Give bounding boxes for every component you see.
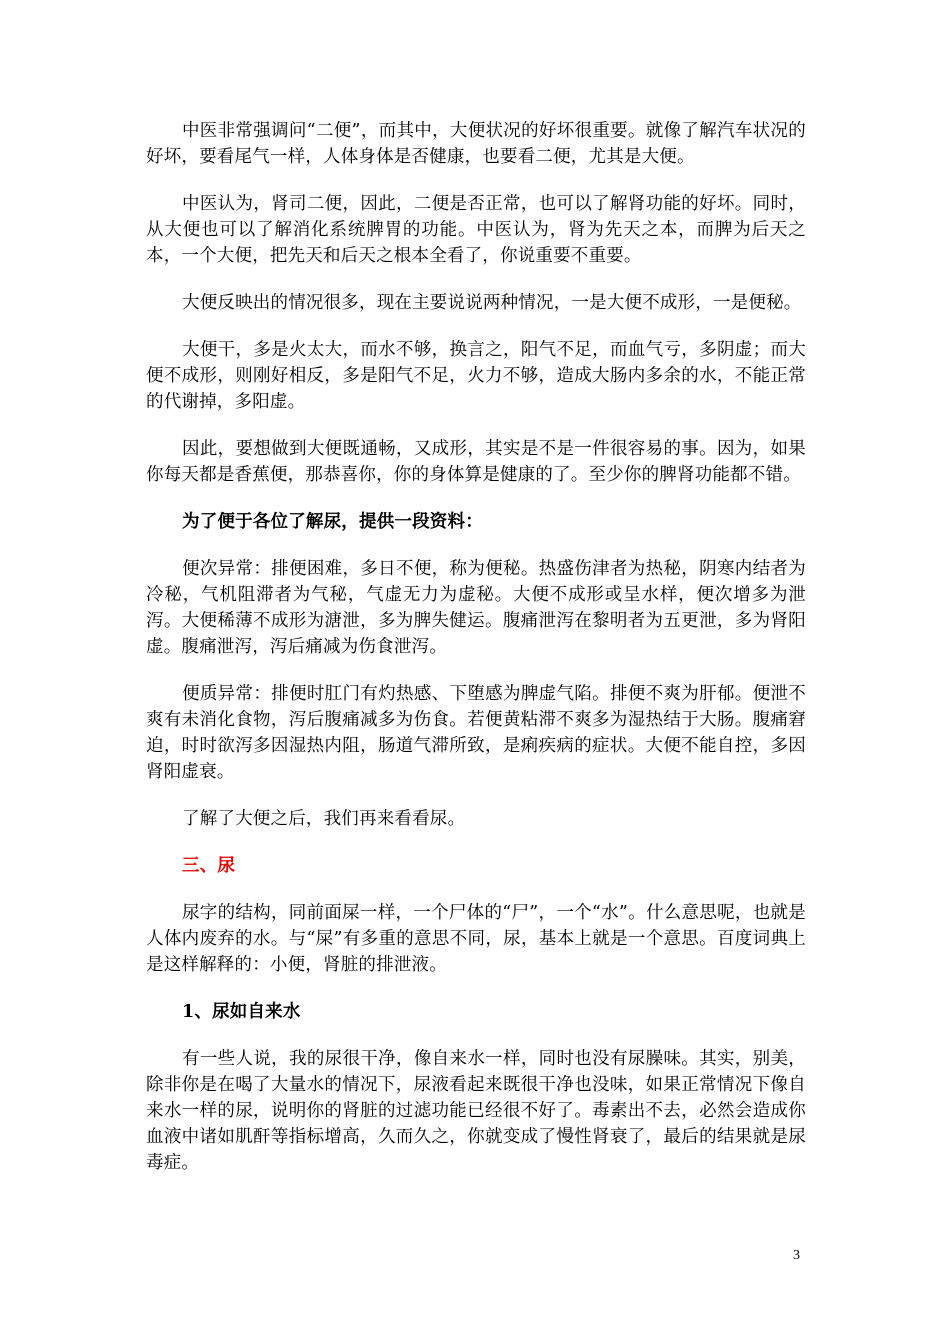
- page-number: 3: [793, 1248, 800, 1263]
- paragraph-tap-water: 有一些人说，我的尿很干净，像自来水一样，同时也没有尿臊味。其实，别美，除非你是在喝了大量水的情况下，尿液看起来既很干净也没味，如果正常情况下像自来水一样的尿，说明你的肾脏的过滤功能已经很不好了。毒素出不去，必然会造成你血液中诸如肌酐等指标增高，久而久之，你就变成了慢性肾衰了，最后的结果就是尿毒症。: [146, 1049, 806, 1173]
- section-heading-urine: 三、尿: [182, 856, 236, 876]
- paragraph-quality-abnormal: 便质异常：排便时肛门有灼热感、下堕感为脾虚气陷。排便不爽为肝郁。便泄不爽有未消化食物，泻后腹痛减多为伤食。若便黄粘滞不爽多为湿热结于大肠。腹痛窘迫，时时欲泻多因湿热内阻，肠道气滞所致，是痢疾病的症状。大便不能自控，多因肾阳虚衰。: [146, 684, 806, 782]
- paragraph-dry-stool: 大便干，多是火太大，而水不够，换言之，阳气不足，而血气亏，多阴虚；而大便不成形，则刚好相反，多是阳气不足，火力不够，造成大肠内多余的水，不能正常的代谢掉，多阳虚。: [146, 340, 806, 412]
- subheading-tap-water: 1、尿如自来水: [182, 1002, 301, 1022]
- paragraph-transition: 了解了大便之后，我们再来看看尿。: [182, 809, 466, 829]
- document-body: [146, 118, 806, 1197]
- paragraph-two-cases: 大便反映出的情况很多，现在主要说说两种情况，一是大便不成形，一是便秘。: [182, 293, 802, 313]
- paragraph-banana-stool: 因此，要想做到大便既通畅，又成形，其实是不是一件很容易的事。因为，如果你每天都是香蕉便，那恭喜你，你的身体算是健康的了。至少你的脾肾功能都不错。: [146, 439, 806, 485]
- paragraph-kidney: 中医认为，肾司二便，因此，二便是否正常，也可以了解肾功能的好坏。同时，从大便也可以了解消化系统脾胃的功能。中医认为，肾为先天之本，而脾为后天之本，一个大便，把先天和后天之根本全看了，你说重要不重要。: [146, 194, 806, 266]
- paragraph-reference-heading: 为了便于各位了解尿，提供一段资料：: [182, 512, 483, 532]
- paragraph-frequency-abnormal: 便次异常：排便困难，多日不便，称为便秘。热盛伤津者为热秘，阴寒内结者为冷秘，气机阻滞者为气秘，气虚无力为虚秘。大便不成形或呈水样，便次增多为泄泻。大便稀薄不成形为溏泄，多为脾失健运。腹痛泄泻在黎明者为五更泄，多为肾阳虚。腹痛泄泻，泻后痛减为伤食泄泻。: [146, 559, 806, 657]
- paragraph-urine-character: 尿字的结构，同前面屎一样，一个尸体的“尸”，一个“水”。什么意思呢，也就是人体内废弃的水。与“屎”有多重的意思不同，尿，基本上就是一个意思。百度词典上是这样解释的：小便，肾脏的排泄液。: [146, 903, 806, 975]
- paragraph-intro: 中医非常强调问“二便”，而其中，大便状况的好坏很重要。就像了解汽车状况的好坏，要看尾气一样，人体身体是否健康，也要看二便，尤其是大便。: [146, 121, 806, 167]
